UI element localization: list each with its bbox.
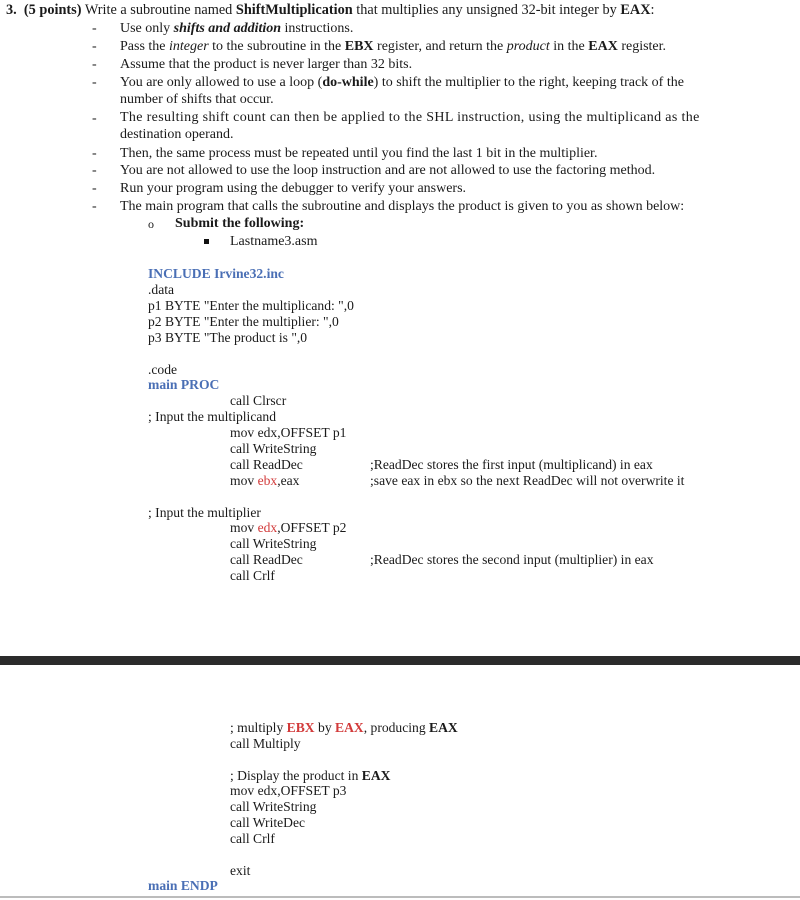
b4-dowhile: do-while (322, 75, 374, 90)
code-comment-multiply (230, 720, 458, 736)
mult-ebx: EBX (286, 720, 315, 735)
code-clrscr: call Clrscr (230, 393, 287, 408)
bullet-1 (120, 20, 353, 38)
question-header (6, 2, 655, 19)
code-main-proc: main PROC (148, 377, 220, 392)
code-comment-input-mplier: ; Input the multiplier (148, 505, 261, 520)
b2-ebx: EBX (344, 39, 374, 54)
page-divider (0, 656, 800, 665)
bullet-3: Assume that the product is never larger than 32 bits. (120, 57, 413, 72)
code-data: .data (148, 282, 175, 297)
bullet-dash: - (92, 163, 97, 178)
code-writestring-1: call WriteString (230, 441, 317, 456)
bullet-dash: - (92, 21, 97, 36)
b2-a: Pass the (120, 39, 166, 54)
bottom-rule (0, 896, 800, 898)
mov-edx-reg: edx (257, 520, 278, 535)
code-exit: exit (230, 863, 251, 878)
square-bullet-icon (204, 239, 209, 244)
code-main-endp: main ENDP (148, 878, 218, 893)
code-p3: p3 BYTE "The product is ",0 (148, 330, 308, 345)
code-writestring-2: call WriteString (230, 536, 317, 551)
bullet-6: Then, the same process must be repeated until you find the last 1 bit in the multiplier. (120, 146, 598, 161)
b1-em: shifts and addition (173, 21, 282, 36)
mov-ebx-src: ,eax (277, 473, 300, 488)
b2-em2: product (506, 39, 550, 54)
code-call-multiply: call Multiply (230, 736, 301, 751)
bullet-2 (120, 38, 666, 56)
question-colon: : (650, 2, 655, 18)
bullet-7: You are not allowed to use the loop instruction and are not allowed to use the factoring method. (120, 163, 656, 178)
bullet-dash: - (92, 146, 97, 161)
mov-ebx-reg: ebx (257, 473, 278, 488)
b2-b: to the subroutine in the (212, 39, 342, 54)
bullet-dash: - (92, 111, 97, 126)
question-points: (5 points) (23, 2, 82, 18)
code-readdec-1: call ReadDec (230, 457, 303, 472)
code-readdec-2: call ReadDec (230, 552, 303, 567)
code-comment-input-mcand: ; Input the multiplicand (148, 409, 276, 424)
code-include: INCLUDE Irvine32.inc (148, 266, 284, 281)
code-p2: p2 BYTE "Enter the multiplier: ",0 (148, 314, 339, 329)
b4-b: ) to shift the multiplier to the right, keeping track of the (373, 75, 684, 90)
b2-d: in the (553, 39, 585, 54)
code-mov-ebx (230, 473, 299, 489)
code-writedec: call WriteDec (230, 815, 306, 830)
submit-following: Submit the following: (175, 216, 305, 231)
question-reg: EAX (620, 2, 651, 18)
code-comment-display (230, 768, 390, 784)
code-mov-ebx-comment: ;save eax in ebx so the next ReadDec will not overwrite it (370, 473, 685, 488)
code-code-dir: .code (148, 362, 178, 377)
b1-a: Use only (120, 21, 171, 36)
b2-em1: integer (169, 39, 209, 54)
bullet-dash: - (92, 75, 97, 90)
bullet-8: Run your program using the debugger to verify your answers. (120, 181, 467, 196)
bullet-4 (120, 74, 684, 92)
bullet-dash: - (92, 199, 97, 214)
mov-edx-op: mov (230, 520, 255, 535)
code-mov-edx-p3: mov edx,OFFSET p3 (230, 783, 347, 798)
mov-edx-src: ,OFFSET p2 (277, 520, 347, 535)
mov-ebx-op: mov (230, 473, 255, 488)
bullet-9: The main program that calls the subroutine and displays the product is given to you as shown below: (120, 199, 685, 214)
b2-eax: EAX (588, 39, 618, 54)
b2-c: register, and return the (377, 39, 504, 54)
mult-a: ; multiply (230, 720, 284, 735)
b1-b: instructions. (284, 21, 354, 36)
bullet-dash: - (92, 57, 97, 72)
bullet-4-line2: number of shifts that occur. (120, 92, 274, 107)
code-mov-edx-p1: mov edx,OFFSET p1 (230, 425, 347, 440)
bullet-dash: - (92, 181, 97, 196)
mult-eax2: EAX (429, 720, 458, 735)
subroutine-name: ShiftMultiplication (235, 2, 353, 18)
display-a: ; Display the product in (230, 768, 359, 783)
code-p1: p1 BYTE "Enter the multiplicand: ",0 (148, 298, 354, 313)
code-crlf-1: call Crlf (230, 568, 275, 583)
question-number: 3. (6, 2, 17, 18)
bullet-5-line2: destination operand. (120, 127, 234, 142)
code-mov-edx-p2 (230, 520, 346, 536)
question-intro-b: that multiplies any unsigned 32-bit integer by (356, 2, 617, 18)
bullet-5: The resulting shift count can then be applied to the SHL instruction, using the multiplicand as the (120, 110, 700, 125)
display-eax: EAX (361, 768, 391, 783)
mult-eax: EAX (335, 720, 364, 735)
code-writestring-3: call WriteString (230, 799, 317, 814)
b4-a: You are only allowed to use a loop ( (120, 75, 323, 90)
mult-by: by (318, 720, 332, 735)
mult-b: , producing (363, 720, 426, 735)
bullet-dash: - (92, 39, 97, 54)
code-readdec-1-comment: ;ReadDec stores the first input (multiplicand) in eax (370, 457, 653, 472)
question-intro-a: Write a subroutine named (84, 2, 233, 18)
circle-bullet-icon: o (148, 217, 154, 231)
code-readdec-2-comment: ;ReadDec stores the second input (multiplier) in eax (370, 552, 654, 567)
code-crlf-2: call Crlf (230, 831, 275, 846)
b2-e: register. (621, 39, 667, 54)
submit-file: Lastname3.asm (230, 234, 318, 249)
